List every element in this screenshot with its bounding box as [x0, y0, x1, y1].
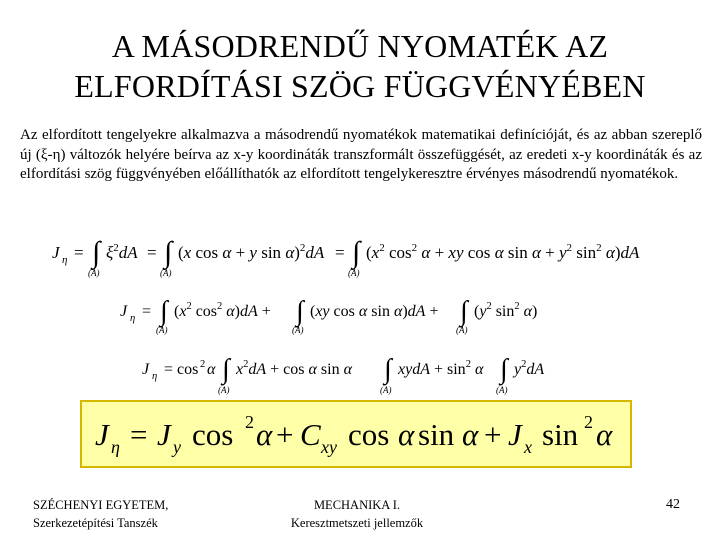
domain-label-2c: (A): [456, 325, 468, 335]
domain-label-2b: (A): [292, 325, 304, 335]
svg-text:y2dA: $y^2dA$: [514, 359, 545, 378]
svg-text:∫: ∫: [296, 296, 304, 327]
footer-course-title: MECHANIKA I.: [313, 498, 401, 512]
svg-text:(x2 cos2 α + xy cos α sin α +: ($x^2$ $\cos^2 \alpha$ + xy cos α $\sin \alpha + y^2$ $\sin^2 \alpha)dA$: [366, 242, 640, 262]
svg-text:α: α: [596, 417, 613, 452]
domain-label-3a: (A): [218, 385, 230, 395]
svg-text:C: C: [300, 417, 321, 452]
svg-text:sin: sin: [542, 417, 579, 452]
svg-text:η: η: [152, 371, 158, 382]
svg-text:∫: ∫: [384, 354, 392, 385]
svg-text:+: +: [484, 417, 502, 452]
svg-text:J: J: [508, 417, 522, 452]
svg-text:= cos: = cos: [164, 361, 199, 378]
svg-text:η: η: [62, 254, 68, 266]
equation-1: [52, 236, 640, 278]
svg-text:∫: ∫: [160, 296, 168, 327]
domain-label-1a: (A): [88, 268, 100, 278]
svg-text:α: α: [207, 361, 216, 378]
svg-text:α: α: [462, 417, 479, 452]
svg-text:x2dA + cos α sin α: $x^2dA + \cos \alpha$ sin α: [236, 359, 352, 378]
svg-text:sin: sin: [418, 417, 455, 452]
svg-text:(y2 sin2 α): ($y^2$ $\sin^2 \alpha$): [474, 301, 538, 320]
svg-text:=: =: [130, 417, 148, 452]
svg-text:xy: xy: [321, 437, 337, 457]
svg-text:=: =: [74, 243, 84, 262]
footer-institution: [33, 496, 168, 532]
svg-text:y: y: [173, 437, 181, 457]
domain-label-3c: (A): [496, 385, 508, 395]
svg-text:η: η: [130, 313, 136, 324]
svg-text:α: α: [256, 417, 273, 452]
svg-text:(x cos α + y sin α)2dA: (x cos α + y sin α)$^2$dA: [178, 242, 325, 262]
title-line-1: A MÁSODRENDŰ NYOMATÉK AZ: [111, 28, 609, 64]
domain-label-3b: (A): [380, 385, 392, 395]
footer-university: SZÉCHENYI EGYETEM,: [33, 498, 169, 512]
footer-department: Szerkezetépítési Tanszék: [33, 516, 158, 530]
svg-text:=: =: [147, 243, 157, 262]
svg-text:ξ2dA: $\xi^2dA$: [106, 242, 138, 262]
svg-text:∫: ∫: [222, 354, 230, 385]
svg-text:∫: ∫: [500, 354, 508, 385]
svg-text:=: =: [142, 303, 152, 320]
svg-text:η: η: [111, 437, 120, 457]
domain-label-2a: (A): [156, 325, 168, 335]
svg-text:α: α: [398, 417, 415, 452]
intro-paragraph: Az elfordított tengelyekre alkalmazva a másodrendű nyomatékok matematikai definícióját, és az abban szereplő új (ξ-η) változók helyére beírva az x-y koordináták transzformált összefüggését, az eredeti x-y koordináták és az elfordítási szög függvényében előállíthatók az elfordított tengelykeresztre érvényes másodrendű nyomatékok.: [20, 127, 702, 182]
equation-3: [142, 354, 544, 395]
svg-text:∫: ∫: [164, 236, 173, 269]
svg-text:(xy cos α sin α)dA +: (xy cos α sin α)dA +: [310, 303, 439, 320]
svg-text:J: J: [95, 417, 109, 452]
svg-text:cos: cos: [348, 417, 390, 452]
domain-label-1c: (A): [348, 268, 360, 278]
svg-text:xydA + sin2 α: xydA + $\sin^2 \alpha$: [398, 359, 484, 378]
svg-text:J: J: [52, 243, 60, 262]
equation-2: [120, 296, 537, 335]
svg-text:cos: cos: [192, 417, 234, 452]
svg-text:x: x: [524, 437, 532, 457]
svg-text:∫: ∫: [460, 296, 468, 327]
svg-text:2: 2: [245, 412, 254, 432]
svg-text:J: J: [157, 417, 171, 452]
svg-text:2: 2: [584, 412, 593, 432]
result-equation: [95, 412, 613, 457]
domain-label-1b: (A): [160, 268, 172, 278]
title-line-2: ELFORDÍTÁSI SZÖG FÜGGVÉNYÉBEN: [74, 68, 646, 104]
footer-course: [282, 496, 432, 532]
svg-text:∫: ∫: [92, 236, 101, 269]
svg-text:∫: ∫: [352, 236, 361, 269]
footer-course-topic: Keresztmetszeti jellemzők: [290, 516, 424, 530]
svg-text:2: 2: [200, 359, 206, 370]
page-number: 42: [666, 497, 680, 512]
svg-text:(x2 cos2 α)dA +: ($x^2$ $\cos^2 \alpha)dA$ +: [174, 301, 271, 320]
svg-text:J: J: [120, 303, 128, 320]
svg-text:J: J: [142, 361, 150, 378]
svg-text:+: +: [276, 417, 294, 452]
svg-text:=: =: [335, 243, 345, 262]
